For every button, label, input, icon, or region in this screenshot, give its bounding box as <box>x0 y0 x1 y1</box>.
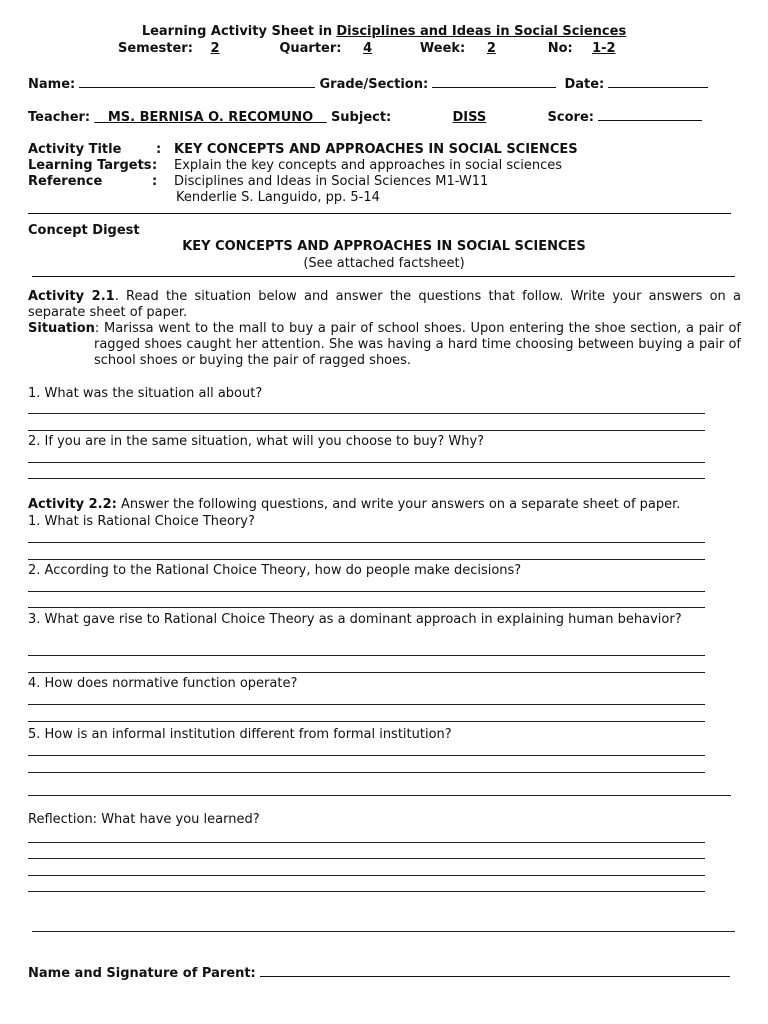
activity-title-value: KEY CONCEPTS AND APPROACHES IN SOCIAL SCIENCES <box>174 142 578 157</box>
concept-note: (See attached factsheet) <box>303 256 465 271</box>
answer-line[interactable] <box>28 795 731 796</box>
grade-input-line[interactable] <box>432 75 556 88</box>
situation-label: Situation <box>28 321 95 336</box>
parent-signature-row <box>28 964 730 981</box>
learning-targets-label: Learning Targets <box>28 158 152 173</box>
colon: : <box>156 142 162 157</box>
answer-line[interactable] <box>28 772 705 773</box>
reference-line2: Kenderlie S. Languido, pp. 5-14 <box>176 190 380 205</box>
answer-line[interactable] <box>28 559 705 560</box>
activity21-question-1: 1. What was the situation all about? <box>28 386 263 401</box>
answer-line[interactable] <box>28 542 705 543</box>
reflection-prompt: Reflection: What have you learned? <box>28 812 260 827</box>
reflection-line[interactable] <box>28 875 705 876</box>
activity-title-row <box>28 142 578 158</box>
teacher-value: MS. BERNISA O. RECOMUNO <box>107 110 314 125</box>
answer-line[interactable] <box>28 672 705 673</box>
colon: : <box>152 158 158 173</box>
answer-line[interactable] <box>28 478 705 479</box>
answer-line[interactable] <box>28 591 705 592</box>
activity22-question-3: 3. What gave rise to Rational Choice Theory as a dominant approach in explaining human behavior? <box>28 612 682 627</box>
no-label: No: <box>547 41 573 56</box>
answer-line[interactable] <box>28 430 705 431</box>
activity22-instructions <box>28 497 680 513</box>
week-value: 2 <box>486 41 496 56</box>
parent-signature-line[interactable] <box>260 964 730 977</box>
quarter-label: Quarter: <box>279 41 342 56</box>
parent-signature-label: Name and Signature of Parent <box>28 966 251 981</box>
learning-targets-row <box>28 158 562 174</box>
name-row <box>28 75 708 92</box>
term-line <box>118 41 631 56</box>
learning-targets-value: Explain the key concepts and approaches in social sciences <box>174 158 563 173</box>
title-prefix: Learning Activity Sheet in <box>141 24 333 39</box>
subject-value: DISS <box>452 110 487 125</box>
reflection-line[interactable] <box>28 858 705 859</box>
name-input-line[interactable] <box>79 75 315 88</box>
reference-row <box>28 174 488 190</box>
no-value: 1-2 <box>592 41 616 56</box>
teacher-label: Teacher: <box>28 110 91 125</box>
score-label: Score: <box>547 110 594 125</box>
teacher-row <box>28 108 702 125</box>
activity22-label: Activity 2.2: <box>28 497 117 512</box>
title-subject: Disciplines and Ideas in Social Sciences <box>336 24 627 39</box>
activity22-question-1: 1. What is Rational Choice Theory? <box>28 514 255 529</box>
answer-line[interactable] <box>28 704 705 705</box>
colon: : <box>250 966 256 981</box>
name-label: Name: <box>28 77 76 92</box>
concept-digest-label: Concept Digest <box>28 223 140 238</box>
week-label: Week: <box>419 41 466 56</box>
reflection-line[interactable] <box>32 931 735 932</box>
concept-heading: KEY CONCEPTS AND APPROACHES IN SOCIAL SCIENCES <box>182 239 586 254</box>
score-input-line[interactable] <box>598 108 702 121</box>
answer-line[interactable] <box>28 755 705 756</box>
date-input-line[interactable] <box>608 75 708 88</box>
answer-line[interactable] <box>28 607 705 608</box>
activity22-question-5: 5. How is an informal institution different from formal institution? <box>28 727 452 742</box>
situation-paragraph <box>28 321 741 369</box>
grade-label: Grade/Section: <box>319 77 429 92</box>
colon: : <box>152 174 158 189</box>
reflection-line[interactable] <box>28 842 705 843</box>
semester-value: 2 <box>210 41 220 56</box>
activity-title-label: Activity Title <box>28 142 122 157</box>
activity21-instructions <box>28 289 741 321</box>
activity21-question-2: 2. If you are in the same situation, what will you choose to buy? Why? <box>28 434 485 449</box>
activity21-label: Activity 2.1 <box>28 289 115 304</box>
date-label: Date: <box>564 77 605 92</box>
activity22-text: Answer the following questions, and write your answers on a separate sheet of paper. <box>116 497 681 512</box>
activity22-question-4: 4. How does normative function operate? <box>28 676 298 691</box>
semester-label: Semester: <box>118 41 193 56</box>
situation-text: : Marissa went to the mall to buy a pair of school shoes. Upon entering the shoe section, a pair of ragged shoes caught her attention. She was having a hard time choosing between buying a pair of school shoes or buying the pair of ragged shoes. <box>94 321 741 368</box>
reference-line1: Disciplines and Ideas in Social Sciences M1-W11 <box>174 174 489 189</box>
subject-label: Subject: <box>330 110 392 125</box>
answer-line[interactable] <box>28 721 705 722</box>
quarter-value: 4 <box>363 41 373 56</box>
activity21-text: . Read the situation below and answer the questions that follow. Write your answers on a separate sheet of paper. <box>28 289 741 320</box>
answer-line[interactable] <box>28 655 705 656</box>
reference-label: Reference <box>28 174 103 189</box>
activity22-question-2: 2. According to the Rational Choice Theory, how do people make decisions? <box>28 563 522 578</box>
reflection-line[interactable] <box>28 891 705 892</box>
sheet-title <box>0 24 768 39</box>
divider <box>32 276 735 277</box>
divider <box>28 213 731 214</box>
answer-line[interactable] <box>28 413 705 414</box>
answer-line[interactable] <box>28 462 705 463</box>
